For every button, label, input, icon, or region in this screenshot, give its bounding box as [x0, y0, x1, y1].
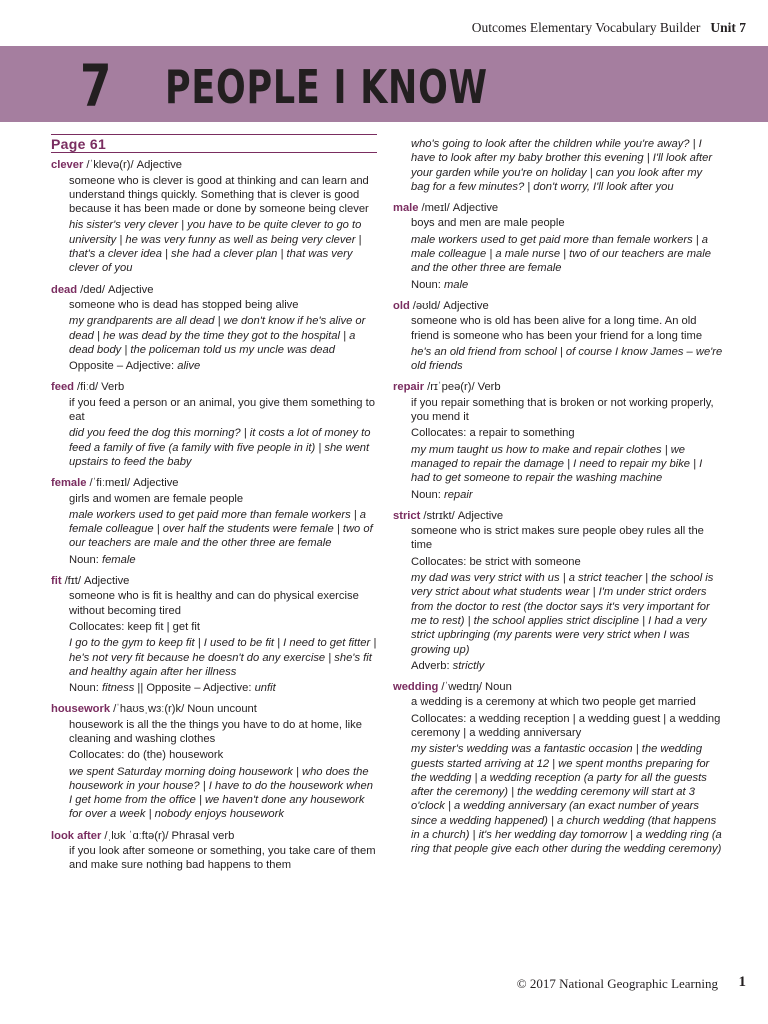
- usage-note: [411, 426, 723, 440]
- example-sentences: who's going to look after the children while you're away? | I have to look after my baby brother this evening | I'll look after your garden while you're on holiday | can you look after my bag for a few minutes? | don't worry, I'll look after you: [411, 138, 713, 193]
- part-of-speech: Adjective: [457, 509, 504, 522]
- example-sentences: did you feed the dog this morning? | it costs a lot of money to feed a family of five (a family with five people in it) | she went upstairs to feed the baby: [69, 427, 371, 468]
- example-sentences: my mum taught us how to make and repair clothes | we managed to repair the damage | I need to repair my bike | I had to get someone to repair the washing machine: [411, 443, 703, 485]
- definition: girls and women are female people: [69, 492, 244, 505]
- usage-note: [411, 488, 723, 502]
- headword-line: [51, 829, 377, 843]
- dictionary-entry: [393, 509, 723, 673]
- pronunciation: /əʊld/: [412, 299, 441, 312]
- note-label: Collocates:: [69, 749, 128, 762]
- note-label: || Opposite – Adjective:: [134, 682, 255, 695]
- definition: if you repair something that is broken or not working properly, you mend it: [411, 396, 714, 424]
- headword-line: [393, 680, 723, 694]
- entry-body: [393, 524, 723, 673]
- usage-note: [69, 681, 377, 695]
- pronunciation: /ˈhaʊsˌwɜː(r)k/: [113, 703, 185, 716]
- part-of-speech: Adjective: [136, 159, 183, 172]
- usage-note: [411, 555, 723, 569]
- part-of-speech: Verb: [101, 381, 125, 394]
- pronunciation: /ˈklevə(r)/: [86, 159, 134, 172]
- part-of-speech: Verb: [477, 381, 501, 394]
- headword: feed: [51, 381, 75, 394]
- page-number: 1: [738, 974, 746, 990]
- headword-line: [393, 380, 723, 394]
- headword-line: [393, 299, 723, 313]
- copyright: © 2017 National Geographic Learning: [516, 976, 718, 991]
- note-value: alive: [177, 360, 201, 373]
- part-of-speech: Adjective: [133, 477, 179, 490]
- headword: wedding: [393, 681, 439, 694]
- note-value: a wedding reception | a wedding guest | a wedding ceremony | a wedding anniversary: [411, 712, 721, 739]
- definition: someone who is old has been alive for a long time. An old friend is someone who has been your friend for a long time: [411, 315, 703, 342]
- unit-label: Unit 7: [710, 20, 746, 35]
- note-value: strictly: [452, 659, 485, 672]
- example-sentences: my grandparents are all dead | we don't know if he's alive or dead | he was dead by the time they got to the hospital | a dead body | the policeman told us my uncle was dead: [69, 315, 366, 356]
- headword-line: [51, 158, 377, 172]
- pronunciation: /ˈfiːmeɪl/: [89, 477, 131, 490]
- note-value: be strict with someone: [469, 555, 581, 568]
- part-of-speech: Adjective: [443, 299, 489, 312]
- headword: look after: [51, 829, 102, 842]
- page-heading: Page 61: [51, 134, 377, 153]
- definition: if you look after someone or something, you take care of them and make sure nothing bad happens to them: [69, 845, 376, 872]
- dictionary-entry: [393, 299, 723, 373]
- dictionary-entry: [393, 380, 723, 501]
- entry-body: [51, 396, 377, 469]
- pronunciation: /fiːd/: [77, 381, 99, 394]
- dictionary-entry: [51, 574, 377, 695]
- definition: boys and men are male people: [411, 217, 565, 230]
- part-of-speech: Adjective: [83, 575, 130, 588]
- part-of-speech: Adjective: [108, 283, 154, 296]
- headword: clever: [51, 159, 84, 172]
- entry-body: [51, 298, 377, 373]
- entry-body: [393, 396, 723, 502]
- unit-banner: [0, 46, 768, 122]
- headword: fit: [51, 575, 62, 588]
- usage-note: [69, 359, 377, 373]
- dictionary-entry: [51, 158, 377, 275]
- headword-line: [51, 574, 377, 588]
- dictionary-entry: [51, 283, 377, 374]
- definition: a wedding is a ceremony at which two people get married: [411, 696, 696, 709]
- entry-body: [51, 844, 377, 873]
- example-sentences: I go to the gym to keep fit | I used to be fit | I need to get fitter | he's not very fit because he doesn't do any exercise | she's fit and healthy again after her illness: [69, 637, 377, 678]
- headword-line: [51, 476, 377, 490]
- entry-body: [51, 589, 377, 695]
- part-of-speech: Noun uncount: [187, 703, 257, 716]
- example-sentences: my sister's wedding was a fantastic occasion | the wedding guests started arriving at 12 | we spent months preparing for the wedding | a wedding reception (a party for all the guests after the ceremony) | the wedding ceremony will start at 3 o'clock | a wedding anniversary (an exact number of years since a wedding happened) | a church wedding (that happens in a church) | it's her wedding day tomorrow | a wedding ring (a ring that people give each other during the wedding ceremony): [411, 743, 722, 856]
- part-of-speech: Adjective: [452, 202, 499, 215]
- unit-title: PEOPLE I KNOW: [165, 60, 488, 114]
- left-column: [51, 134, 377, 880]
- definition: housework is all the the things you have to do at home, like cleaning and washing clothes: [69, 718, 362, 745]
- headword-line: [51, 702, 377, 716]
- note-value: female: [101, 553, 136, 566]
- dictionary-entry: [51, 702, 377, 821]
- note-label: Noun:: [69, 553, 102, 566]
- definition: someone who is clever is good at thinking and can learn and understand things quickly. Something that is clever is good because it has been made or done by someone being clever: [69, 174, 369, 216]
- note-label: Noun:: [411, 488, 444, 501]
- pronunciation: /meɪl/: [421, 202, 450, 215]
- headword: housework: [51, 703, 111, 716]
- note-value: a repair to something: [469, 427, 575, 440]
- pronunciation: /ˈwedɪŋ/: [441, 681, 483, 694]
- headword-line: [393, 509, 723, 523]
- note-label: Noun:: [69, 682, 102, 695]
- note-label: Adverb:: [411, 659, 453, 672]
- example-sentences: he's an old friend from school | of course I know James – we're old friends: [411, 345, 723, 373]
- headword: dead: [51, 283, 78, 296]
- headword-line: [393, 201, 723, 215]
- note-label: Collocates:: [69, 620, 128, 633]
- usage-note: [411, 712, 723, 741]
- definition: someone who is strict makes sure people obey rules all the time: [411, 525, 704, 552]
- usage-note: [411, 278, 723, 292]
- note-value: unfit: [254, 682, 276, 695]
- example-sentences: male workers used to get paid more than female workers | a male colleague | a male nurse | two of our teachers are male and the other three are female: [411, 233, 711, 275]
- entry-body: [393, 216, 723, 291]
- note-label: Collocates:: [411, 427, 470, 440]
- dictionary-entry: [51, 476, 377, 567]
- headword-line: [51, 283, 377, 297]
- usage-note: [411, 659, 723, 673]
- dictionary-entry: [393, 680, 723, 857]
- entry-body: [51, 492, 377, 567]
- headword: female: [51, 477, 87, 490]
- note-label: Collocates:: [411, 555, 470, 568]
- headword: repair: [393, 381, 425, 394]
- pronunciation: /strɪkt/: [423, 509, 455, 522]
- note-label: Noun:: [411, 278, 444, 291]
- right-column: [393, 136, 723, 864]
- note-value: repair: [443, 488, 473, 501]
- note-label: Opposite – Adjective:: [69, 360, 178, 373]
- dictionary-entry: [393, 201, 723, 292]
- definition: someone who is fit is healthy and can do physical exercise without becoming tired: [69, 590, 359, 617]
- example-sentences: my dad was very strict with us | a strict teacher | the school is very strict about what students wear | I'm under strict orders from the doctor to rest (the doctor says it's very important for me to rest) | the school applies strict discipline | I had a very strict upbringing (my parents were very strict when I was growing up): [411, 572, 714, 656]
- definition: if you feed a person or an animal, you give them something to eat: [69, 396, 375, 424]
- pronunciation: /fɪt/: [64, 575, 81, 588]
- usage-note: [69, 553, 377, 567]
- headword: strict: [393, 509, 421, 522]
- usage-note: [69, 620, 377, 634]
- running-header: [472, 20, 746, 36]
- note-label: Collocates:: [411, 712, 470, 725]
- pronunciation: /rɪˈpeə(r)/: [427, 381, 475, 394]
- definition: someone who is dead has stopped being alive: [69, 298, 299, 311]
- dictionary-entry: [51, 380, 377, 469]
- note-value: keep fit | get fit: [127, 620, 201, 633]
- entry-body: [393, 314, 723, 373]
- part-of-speech: Noun: [485, 681, 512, 694]
- pronunciation: /ˌlʊk ˈɑːftə(r)/: [104, 829, 169, 842]
- headword-line: [51, 380, 377, 394]
- book-title: Outcomes Elementary Vocabulary Builder: [471, 20, 701, 35]
- note-value: do (the) housework: [127, 749, 224, 762]
- usage-note: [69, 748, 377, 762]
- headword: old: [393, 299, 410, 312]
- unit-number: 7: [80, 52, 112, 120]
- example-sentences: male workers used to get paid more than female workers | a female colleague | over half the students were female | two of our teachers are male and the other three are female: [69, 508, 373, 550]
- headword: male: [393, 202, 419, 215]
- dictionary-entry: [51, 829, 377, 873]
- entry-body: [393, 695, 723, 856]
- note-value: fitness: [101, 682, 135, 695]
- part-of-speech: Phrasal verb: [171, 829, 235, 842]
- entry-continuation: [393, 137, 723, 194]
- note-value: male: [443, 278, 469, 291]
- entry-body: [51, 174, 377, 276]
- pronunciation: /ded/: [80, 283, 106, 296]
- example-sentences: his sister's very clever | you have to be quite clever to go to university | he was very funny as well as being very clever | that's a clever idea | she had a clever plan | that was very clever of you: [69, 219, 362, 275]
- entry-body: [51, 718, 377, 822]
- example-sentences: we spent Saturday morning doing housework | who does the housework in your house? | I have to do the housework when I get home from the office | we haven't done any housework for over a week | nobody enjoys housework: [69, 765, 373, 821]
